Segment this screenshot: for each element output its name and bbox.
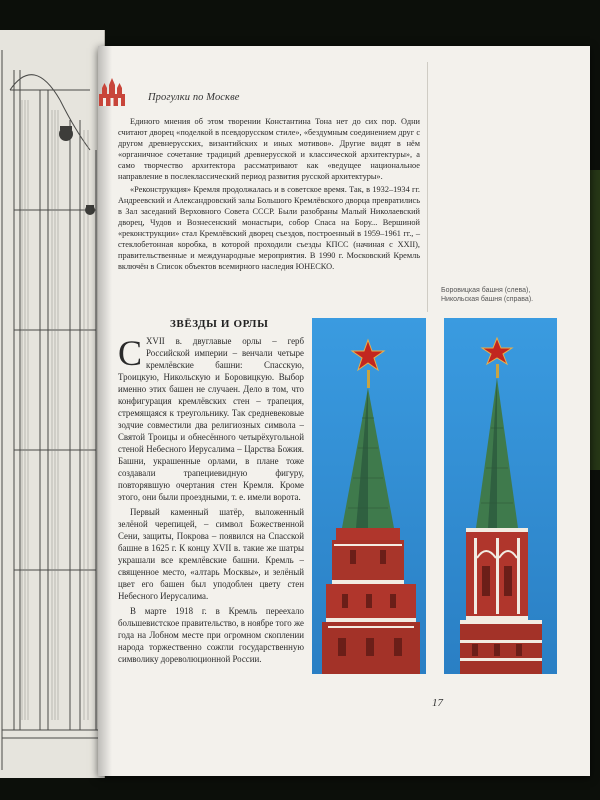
caption-line: Боровицкая башня (слева), (441, 287, 531, 294)
engraving-illustration (0, 30, 104, 778)
intro-paragraph: Единого мнения об этом творении Константина Тона нет до сих пор. Одни считают дворец «поделкой в псевдорусском стиле», «бездумным соединением друг с другом древнерусских, византийских и иных мотивов». Другие видят в нём «органичное сочетание традиций древнерусской и классической архитектуры», а само творчество архитектора рассматривают как «ведущее национальное направление в послеклассический период развития русской архитектуры». (118, 117, 420, 182)
column-rule (427, 62, 428, 312)
borovitskaya-tower-photo (312, 318, 426, 674)
left-page-engraving (0, 30, 105, 778)
section-paragraph: В марте 1918 г. в Кремль переехало большевистское правительство, в ноябре того же года на Лобном месте при огромном скоплении народа торжественно сожгли государственную символику дореволюционной России. (118, 606, 304, 664)
photo-caption (441, 286, 561, 304)
kremlin-logo-icon (97, 78, 127, 108)
intro-text (118, 116, 420, 272)
section-body (118, 335, 304, 665)
section-paragraph: Первый каменный шатёр, выложенный зелёной черепицей, – символ Божественной Сени, защиты, Покрова – появился на Спасской башне в 1625 г. К концу XVII в. такие же шатры украшали все кремлёвские башни. Кремль – священное место, «алтарь Москвы», и зелёный цвет его башен был уподоблен цвету стен Небесного Иерусалима. (118, 507, 304, 601)
intro-paragraph: «Реконструкция» Кремля продолжалась и в советское время. Так, в 1932–1934 гг. Андреевский и Александровский залы Большого Кремлёвского дворца превратились в Зал заседаний Верховного Совета СССР. Были разобраны Малый Николаевский дворец, Чудов и Вознесенский монастыри, собор Спаса на Бору... Вершиной «реконструкции» стал Кремлёвский дворец съездов, построенный в 1959–1961 гг., – стеклобетонная коробка, в которой проходили съезды КПСС (начиная с XXII), правительственные и международные мероприятия. В 1990 г. Московский Кремль включён в Список объектов всемирного наследия ЮНЕСКО. (118, 184, 420, 272)
nikolskaya-tower-photo (444, 318, 557, 674)
section-title: ЗВЁЗДЫ И ОРЛЫ (170, 318, 269, 330)
drop-cap: С (118, 333, 143, 373)
page-number: 17 (432, 697, 443, 709)
running-head: Прогулки по Москве (148, 92, 240, 103)
section-paragraph-text: XVII в. двуглавые орлы – герб Российской империи – венчали четыре кремлёвские башни: Спасскую, Троицкую, Никольскую и Боровицкую. Выбор именно этих башен не случаен. Дело в том, что конфигурация кремлёвских стен – трапеция, стремящаяся к треугольнику. Так средневековые зодчие совместили два религиозных символа – Святой Троицы и обнесённого четырёхугольной стеной Небесного Иерусалима – Царства Божия. Башни, украшенные орлами, в плане тоже создавали трапециевидную фигуру, повторявшую очертания стен Кремля. Кроме этого, они были проездными, т. е. имели ворота. (118, 336, 304, 502)
caption-line: Никольская башня (справа). (441, 296, 534, 303)
section-paragraph (118, 335, 304, 503)
gutter-shadow (98, 46, 112, 776)
